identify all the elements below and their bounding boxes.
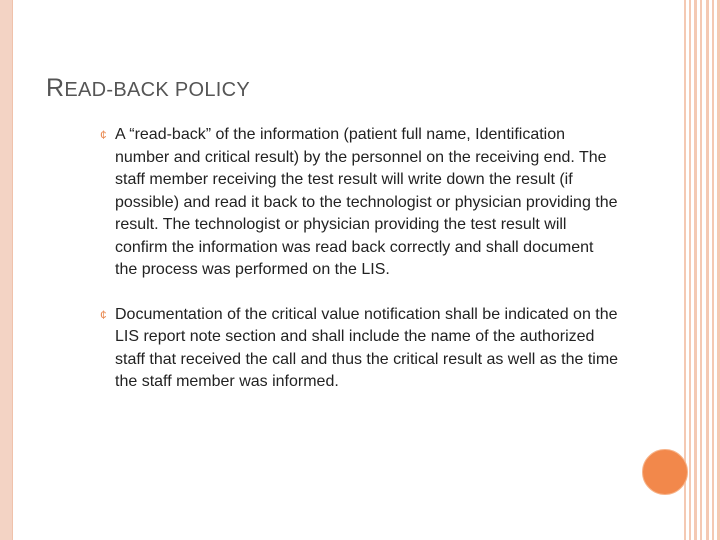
bullet-icon: ¢	[100, 307, 107, 322]
decorative-circle-icon	[642, 449, 688, 495]
slide-title-rest: EAD-BACK POLICY	[64, 79, 251, 101]
slide-title	[46, 74, 250, 103]
frame-stripe	[689, 0, 691, 540]
list-item	[100, 304, 620, 394]
right-frame-border	[682, 0, 720, 540]
frame-stripe	[712, 0, 714, 540]
left-frame-border	[0, 0, 12, 540]
bullet-icon: ¢	[100, 128, 107, 142]
list-item	[100, 124, 620, 282]
bullet-list	[100, 124, 620, 416]
bullet-text: A “read-back” of the information (patient full name, Identification number and critical result) by the personnel on the receiving end. The staff member receiving the test result will write down the result (if possible) and read it back to the technologist or physician providing the result. The technologist or physician providing the test result will confirm the information was read back correctly and shall document the process was performed on the LIS.	[115, 126, 618, 278]
frame-stripe	[694, 0, 697, 540]
slide-title-initial: R	[46, 74, 65, 102]
bullet-text: Documentation of the critical value notification shall be indicated on the LIS report note section and shall include the name of the authorized staff that received the call and thus the critical result as well as the time the staff member was informed.	[115, 305, 619, 390]
frame-stripe	[700, 0, 702, 540]
frame-stripe	[706, 0, 709, 540]
